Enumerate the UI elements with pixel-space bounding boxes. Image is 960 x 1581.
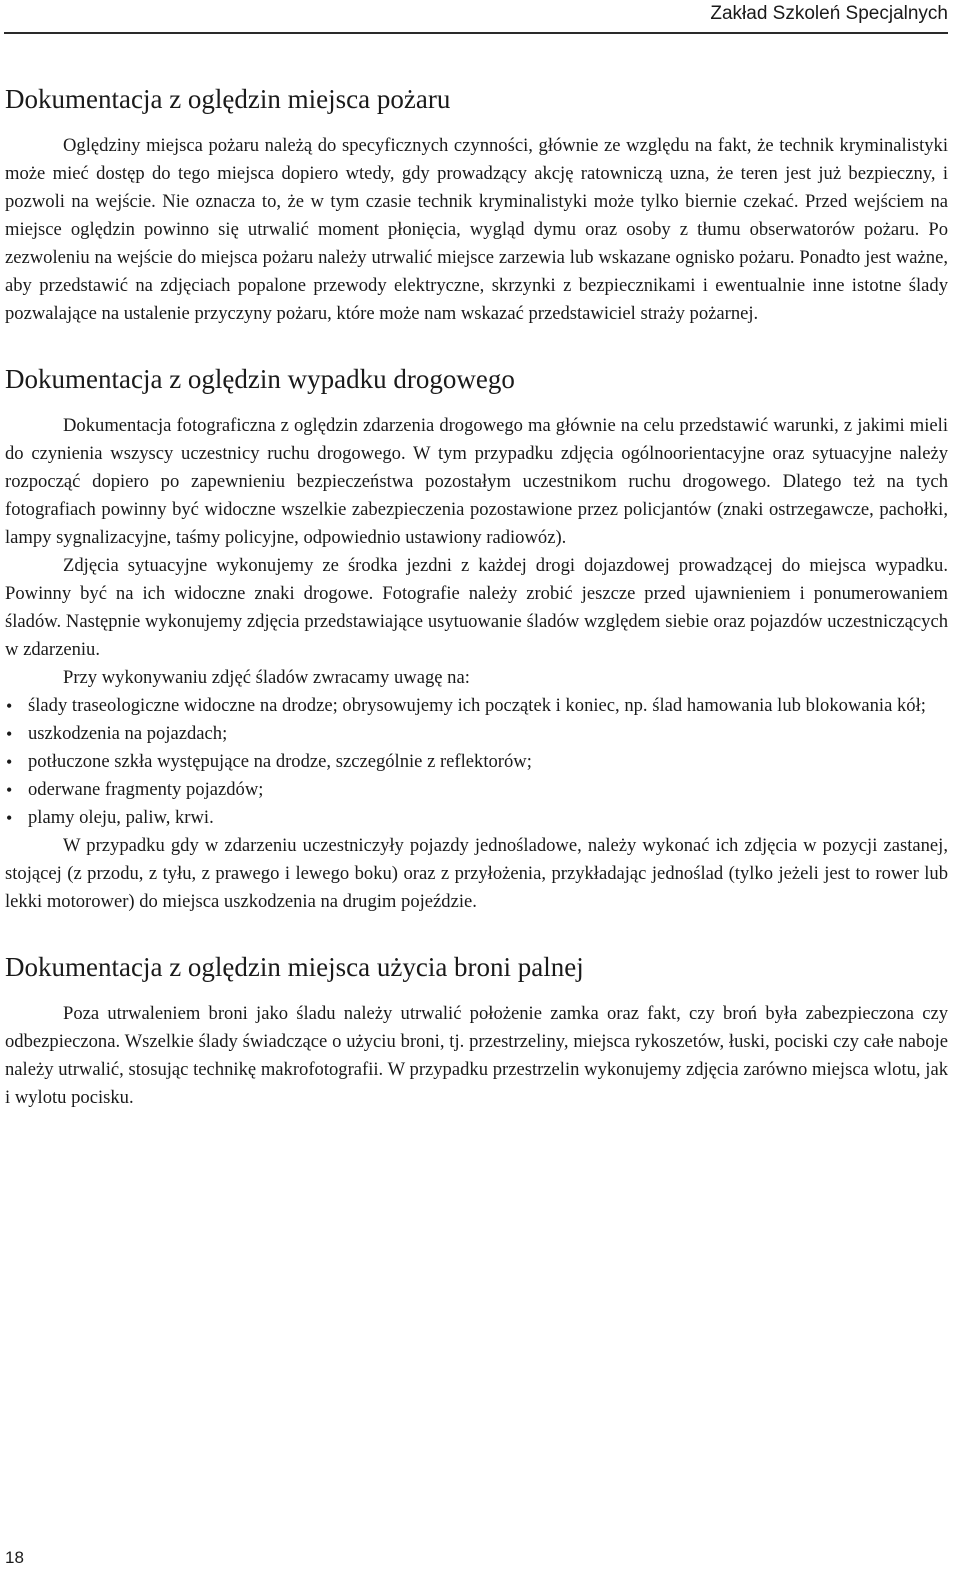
bullet-icon: • [6, 752, 13, 772]
paragraph: Przy wykonywaniu zdjęć śladów zwracamy uwagę na: [63, 667, 470, 688]
page-number: 18 [5, 1548, 24, 1567]
list-item [5, 720, 948, 748]
section-heading: Dokumentacja z oględzin miejsca pożaru [5, 84, 451, 114]
list-item-text: ślady traseologiczne widoczne na drodze; obrysowujemy ich początek i koniec, np. ślad hamowania lub blokowania kół; [28, 695, 926, 716]
list-item [5, 804, 948, 832]
paragraph: Zdjęcia sytuacyjne wykonujemy ze środka jezdni z każdej drogi dojazdowej prowadzącej do miejsca wypadku. Powinny być na ich widoczne znaki drogowe. Fotografie należy zrobić jeszcze przed ujawnieniem i ponumerowaniem śladów. Następnie wykonujemy zdjęcia przedstawiające usytuowanie śladów względem siebie oraz pojazdów uczestniczących w zdarzeniu. [5, 555, 948, 660]
list-item-text: potłuczone szkła występujące na drodze, szczególnie z reflektorów; [28, 751, 532, 772]
list-item [5, 692, 948, 720]
bullet-list [5, 692, 948, 832]
section-road-accident [5, 362, 948, 916]
list-item [5, 776, 948, 804]
bullet-icon: • [6, 696, 13, 716]
page-content [5, 82, 948, 1146]
paragraph: Oględziny miejsca pożaru należą do specyficznych czynności, głównie ze względu na fakt, że technik kryminalistyki może mieć dostęp do tego miejsca dopiero wtedy, gdy prowadzący akcję ratowniczą uzna, że teren jest już bezpieczny, i pozwoli na wejście. Nie oznacza to, że w tym czasie technik kryminalistyki może tylko biernie czekać. Przed wejściem na miejsce oględzin powinno się utrwalić moment płonięcia, wygląd dymu oraz osoby z tłumu obserwatorów pożaru. Po zezwoleniu na wejście do miejsca pożaru należy utrwalić miejsce zarzewia lub wskazane ognisko pożaru. Ponadto jest ważne, aby przedstawić na zdjęciach popalone przewody elektryczne, skrzynki z bezpiecznikami i ewentualnie inne istotne ślady pozwalające na ustalenie przyczyny pożaru, które może nam wskazać przedstawiciel straży pożarnej. [5, 135, 948, 324]
running-header [4, 0, 948, 34]
paragraph: Poza utrwaleniem broni jako śladu należy utrwalić położenie zamka oraz fakt, czy broń była zabezpieczona czy odbezpieczona. Wszelkie ślady świadczące o użyciu broni, tj. przestrzeliny, miejsca rykoszetów, łuski, pociski czy całe naboje należy utrwalić, stosując technikę makrofotografii. W przypadku przestrzelin wykonujemy zdjęcia zarówno miejsca wlotu, jak i wylotu pocisku. [5, 1003, 948, 1108]
section-fire-scene [5, 82, 948, 328]
paragraph: W przypadku gdy w zdarzeniu uczestniczyły pojazdy jednośladowe, należy wykonać ich zdjęcia w pozycji zastanej, stojącej (z przodu, z tyłu, z prawego i lewego boku) oraz z przyłożenia, przykładając jednoślad (tylko jeżeli jest to rower lub lekki motorower) do miejsca uszkodzenia na drugim pojeździe. [5, 835, 948, 912]
running-header-title: Zakład Szkoleń Specjalnych [710, 3, 948, 24]
bullet-icon: • [6, 724, 13, 744]
paragraph: Dokumentacja fotograficzna z oględzin zdarzenia drogowego ma głównie na celu przedstawić warunki, z jakimi mieli do czynienia wszyscy uczestnicy ruchu drogowego. W tym przypadku zdjęcia ogólnoorientacyjne oraz sytuacyjne należy rozpocząć dopiero po zapewnieniu bezpieczeństwa pozostałym uczestnikom ruchu drogowego. Dlatego też na tych fotografiach powinny być widoczne wszelkie zabezpieczenia pozostawione przez policjantów (znaki ostrzegawcze, pachołki, lampy sygnalizacyjne, taśmy policyjne, odpowiednio ustawiony radiowóz). [5, 415, 948, 548]
list-item-text: plamy oleju, paliw, krwi. [28, 807, 214, 828]
bullet-icon: • [6, 780, 13, 800]
list-item-text: oderwane fragmenty pojazdów; [28, 779, 264, 800]
list-item [5, 748, 948, 776]
bullet-icon: • [6, 808, 13, 828]
section-heading: Dokumentacja z oględzin wypadku drogowego [5, 364, 515, 394]
list-item-text: uszkodzenia na pojazdach; [28, 723, 228, 744]
section-heading: Dokumentacja z oględzin miejsca użycia broni palnej [5, 952, 584, 982]
section-firearm-use [5, 950, 948, 1112]
